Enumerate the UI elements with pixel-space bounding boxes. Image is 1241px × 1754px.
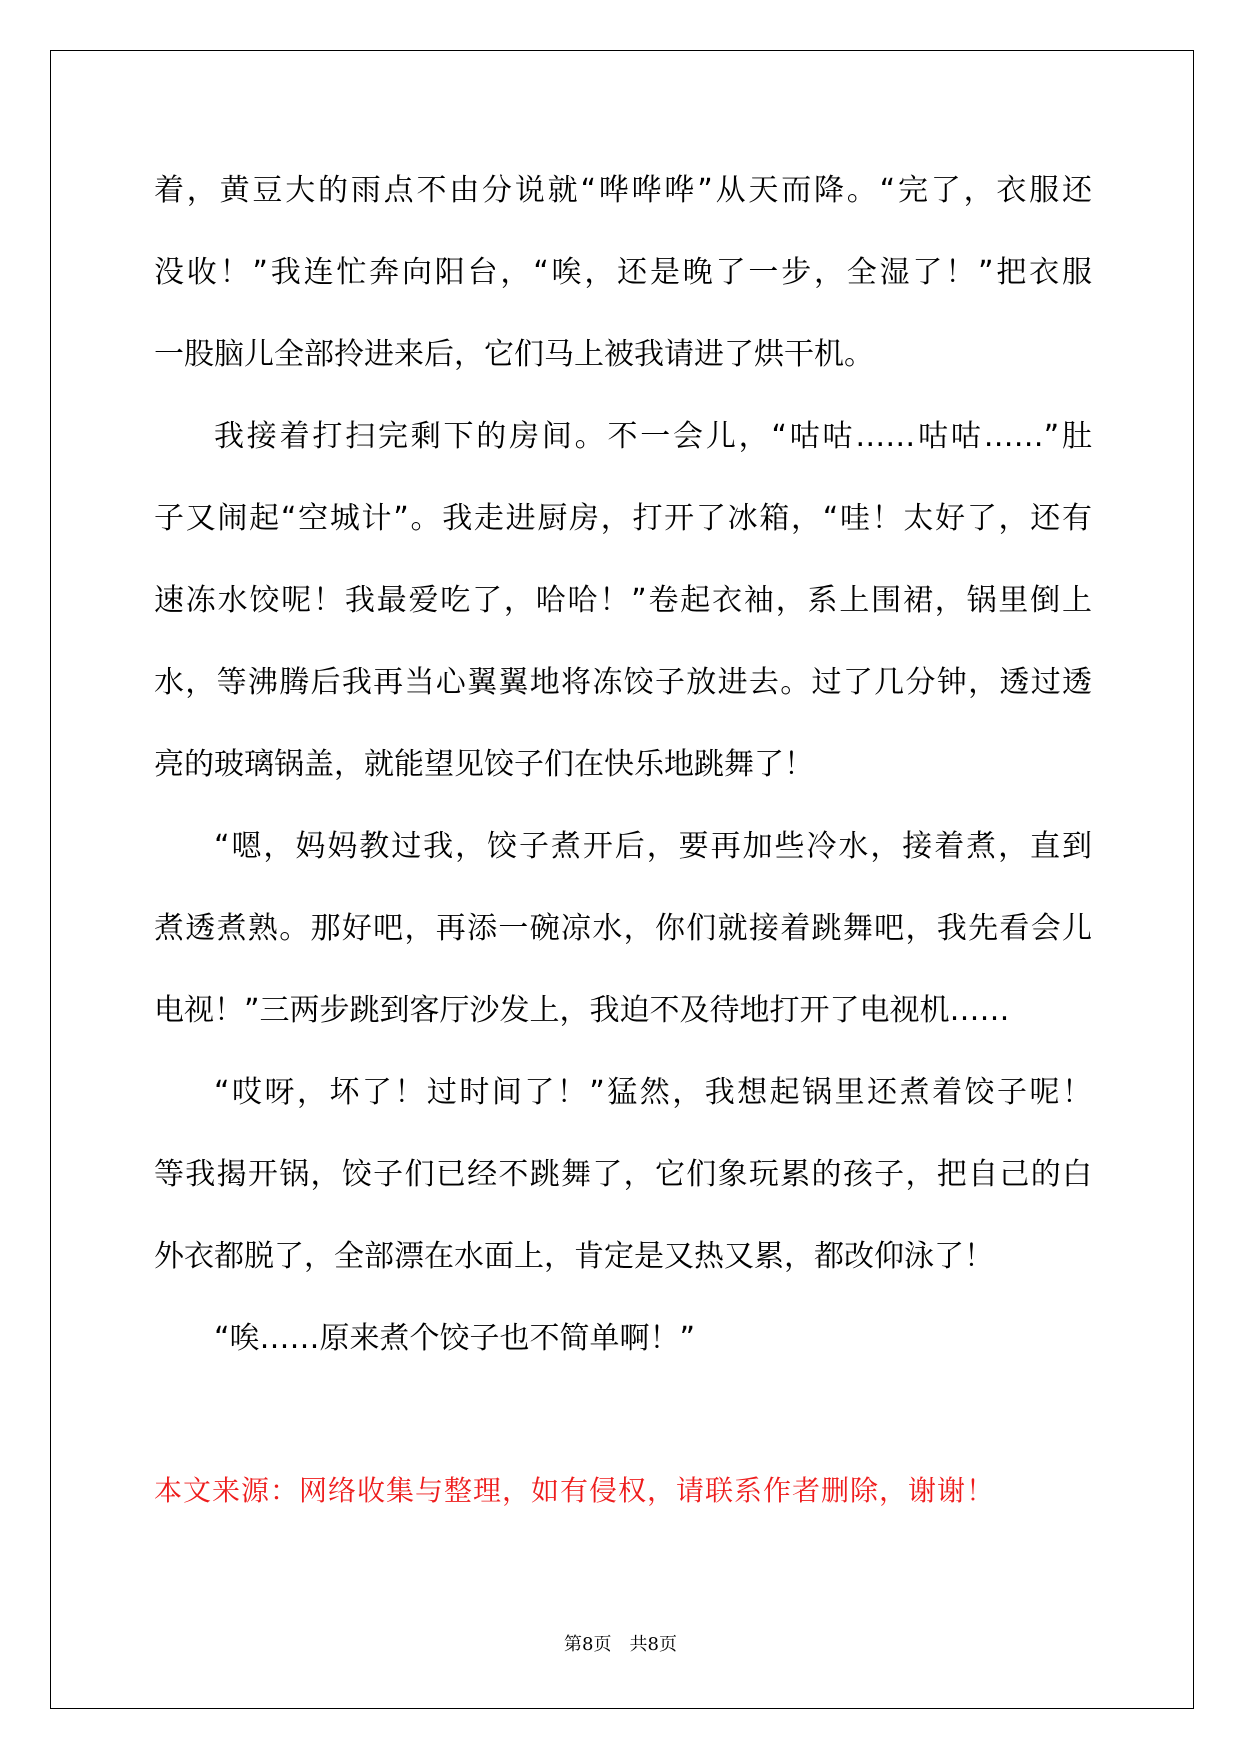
text-line: 一股脑儿全部拎进来后，它们马上被我请进了烘干机。 [154, 337, 874, 372]
text-line: “哎呀，坏了！过时间了！”猛然，我想起锅里还煮着饺子呢！ [214, 1075, 1092, 1110]
text-line: 外衣都脱了，全部漂在水面上，肯定是又热又累，都改仰泳了！ [154, 1239, 994, 1274]
text-line: 亮的玻璃锅盖，就能望见饺子们在快乐地跳舞了！ [154, 747, 814, 782]
text-line: 等我揭开锅，饺子们已经不跳舞了，它们象玩累的孩子，把自己的白 [154, 1157, 1092, 1192]
text-line: 着，黄豆大的雨点不由分说就“哗哗哗”从天而降。“完了，衣服还 [154, 173, 1092, 208]
text-line: 水，等沸腾后我再当心翼翼地将冻饺子放进去。过了几分钟，透过透 [154, 665, 1092, 700]
paragraph [154, 806, 1092, 1052]
paragraph [154, 1298, 1092, 1380]
current-page-number: 第8页 [564, 1634, 612, 1655]
paragraph [154, 1052, 1092, 1298]
text-line: “唉……原来煮个饺子也不简单啊！” [214, 1321, 696, 1356]
document-body [154, 150, 1092, 1380]
text-line: 我接着打扫完剩下的房间。不一会儿，“咕咕……咕咕……”肚 [214, 419, 1092, 454]
source-note: 本文来源：网络收集与整理，如有侵权，请联系作者删除，谢谢！ [154, 1474, 996, 1507]
text-line: 电视！”三两步跳到客厅沙发上，我迫不及待地打开了电视机…… [154, 993, 1010, 1028]
total-page-count: 共8页 [629, 1634, 677, 1655]
text-line: “嗯，妈妈教过我，饺子煮开后，要再加些冷水，接着煮，直到 [214, 829, 1092, 864]
page-footer [0, 1630, 1241, 1660]
text-line: 没收！”我连忙奔向阳台，“唉，还是晚了一步，全湿了！”把衣服 [154, 255, 1092, 290]
text-line: 子又闹起“空城计”。我走进厨房，打开了冰箱，“哇！太好了，还有 [154, 501, 1092, 536]
text-line: 煮透煮熟。那好吧，再添一碗凉水，你们就接着跳舞吧，我先看会儿 [154, 911, 1092, 946]
paragraph [154, 396, 1092, 806]
text-line: 速冻水饺呢！我最爱吃了，哈哈！”卷起衣袖，系上围裙，锅里倒上 [154, 583, 1092, 618]
paragraph [154, 150, 1092, 396]
